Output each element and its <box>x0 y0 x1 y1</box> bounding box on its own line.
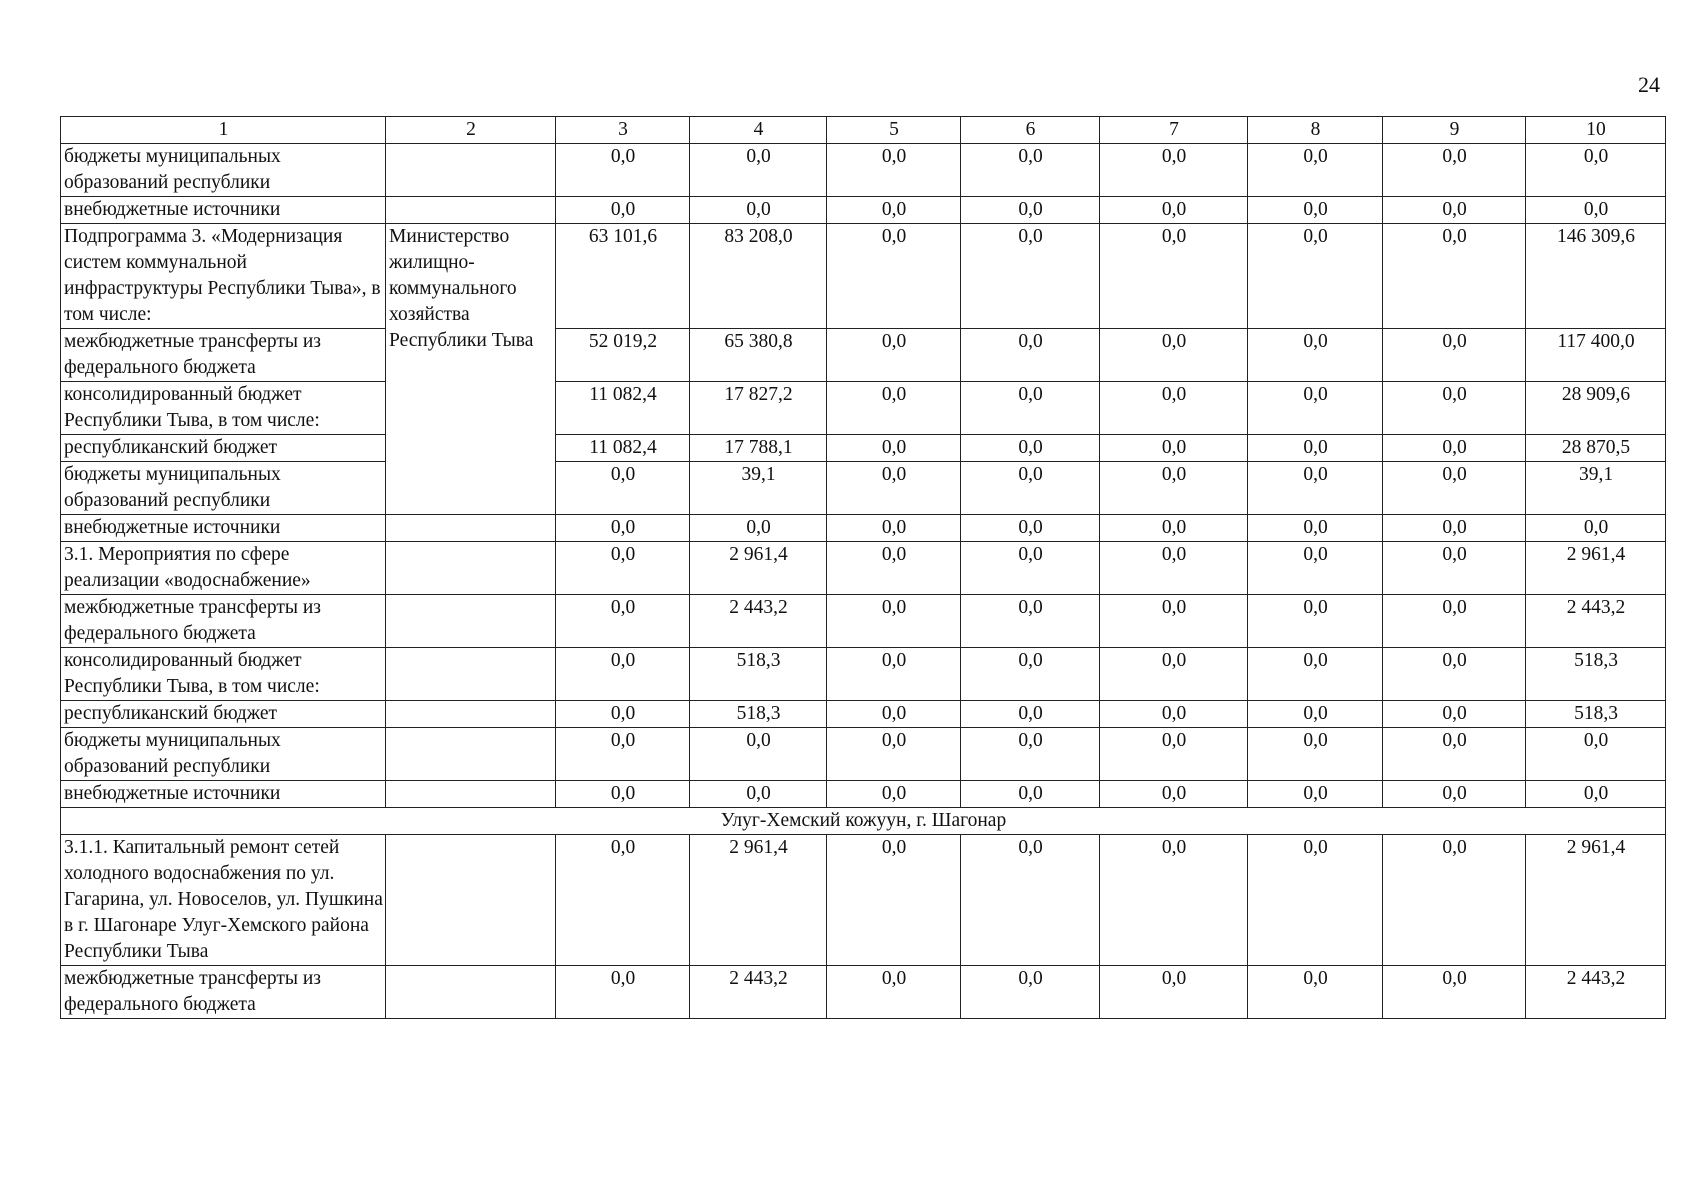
column-number-row <box>61 117 1666 144</box>
value-cell: 0,0 <box>1100 144 1248 197</box>
value-cell: 0,0 <box>827 329 961 382</box>
table-row <box>61 462 1666 515</box>
value-cell: 0,0 <box>1100 595 1248 648</box>
value-cell: 0,0 <box>1383 966 1526 1019</box>
value-cell: 0,0 <box>1248 835 1383 966</box>
row-label: консолидированный бюджет Республики Тыва, в том числе: <box>61 648 386 701</box>
value-cell: 0,0 <box>1383 542 1526 595</box>
responsible-cell <box>386 728 556 781</box>
value-cell: 0,0 <box>961 648 1100 701</box>
value-cell: 0,0 <box>690 781 827 808</box>
value-cell: 0,0 <box>1100 542 1248 595</box>
value-cell: 0,0 <box>690 197 827 224</box>
value-cell: 0,0 <box>556 144 690 197</box>
row-label: внебюджетные источники <box>61 781 386 808</box>
value-cell: 0,0 <box>961 701 1100 728</box>
value-cell: 11 082,4 <box>556 435 690 462</box>
value-cell: 0,0 <box>1248 462 1383 515</box>
table-row <box>61 542 1666 595</box>
value-cell: 0,0 <box>1383 435 1526 462</box>
table-row <box>61 197 1666 224</box>
value-cell: 0,0 <box>556 728 690 781</box>
value-cell: 0,0 <box>1248 224 1383 329</box>
value-cell: 0,0 <box>827 515 961 542</box>
table-row <box>61 224 1666 329</box>
value-cell: 0,0 <box>690 728 827 781</box>
responsible-cell <box>386 197 556 224</box>
column-number: 9 <box>1383 117 1526 144</box>
table-row <box>61 835 1666 966</box>
value-cell: 518,3 <box>1526 648 1666 701</box>
table-row <box>61 781 1666 808</box>
value-cell: 0,0 <box>1383 835 1526 966</box>
table-row <box>61 382 1666 435</box>
table-row <box>61 728 1666 781</box>
column-number: 5 <box>827 117 961 144</box>
value-cell: 0,0 <box>1248 515 1383 542</box>
page-number: 24 <box>1638 72 1660 97</box>
value-cell: 0,0 <box>556 515 690 542</box>
value-cell: 2 961,4 <box>1526 835 1666 966</box>
row-label: внебюджетные источники <box>61 197 386 224</box>
value-cell: 0,0 <box>556 835 690 966</box>
section-row <box>61 808 1666 835</box>
value-cell: 39,1 <box>1526 462 1666 515</box>
value-cell: 0,0 <box>1100 648 1248 701</box>
value-cell: 0,0 <box>1100 435 1248 462</box>
value-cell: 0,0 <box>1526 515 1666 542</box>
value-cell: 0,0 <box>961 435 1100 462</box>
row-label: межбюджетные трансферты из федерального бюджета <box>61 966 386 1019</box>
value-cell: 0,0 <box>1383 515 1526 542</box>
value-cell: 0,0 <box>827 382 961 435</box>
value-cell: 2 961,4 <box>690 542 827 595</box>
value-cell: 11 082,4 <box>556 382 690 435</box>
value-cell: 2 443,2 <box>690 966 827 1019</box>
section-title: Улуг-Хемский кожуун, г. Шагонар <box>61 808 1666 835</box>
value-cell: 0,0 <box>1526 728 1666 781</box>
row-label: межбюджетные трансферты из федерального бюджета <box>61 595 386 648</box>
value-cell: 0,0 <box>961 144 1100 197</box>
value-cell: 17 788,1 <box>690 435 827 462</box>
column-number: 10 <box>1526 117 1666 144</box>
row-label: 3.1.1. Капитальный ремонт сетей холодного водоснабжения по ул. Гагарина, ул. Новоселов, ул. Пушкина в г. Шагонаре Улуг-Хемского района Республики Тыва <box>61 835 386 966</box>
value-cell: 0,0 <box>1100 224 1248 329</box>
value-cell: 0,0 <box>1248 595 1383 648</box>
value-cell: 2 443,2 <box>690 595 827 648</box>
value-cell: 65 380,8 <box>690 329 827 382</box>
value-cell: 0,0 <box>1248 382 1383 435</box>
value-cell: 52 019,2 <box>556 329 690 382</box>
value-cell: 518,3 <box>690 701 827 728</box>
value-cell: 0,0 <box>1100 966 1248 1019</box>
value-cell: 2 961,4 <box>690 835 827 966</box>
value-cell: 0,0 <box>961 728 1100 781</box>
row-label: 3.1. Мероприятия по сфере реализации «водоснабжение» <box>61 542 386 595</box>
value-cell: 0,0 <box>1100 515 1248 542</box>
value-cell: 63 101,6 <box>556 224 690 329</box>
value-cell: 0,0 <box>961 224 1100 329</box>
row-label: бюджеты муниципальных образований республики <box>61 728 386 781</box>
value-cell: 0,0 <box>1100 462 1248 515</box>
value-cell: 0,0 <box>1248 701 1383 728</box>
value-cell: 0,0 <box>1383 728 1526 781</box>
value-cell: 0,0 <box>1248 966 1383 1019</box>
table-row <box>61 701 1666 728</box>
value-cell: 0,0 <box>1526 144 1666 197</box>
value-cell: 0,0 <box>1526 197 1666 224</box>
value-cell: 0,0 <box>1248 542 1383 595</box>
value-cell: 0,0 <box>1100 728 1248 781</box>
value-cell: 0,0 <box>961 329 1100 382</box>
row-label: межбюджетные трансферты из федерального бюджета <box>61 329 386 382</box>
value-cell: 17 827,2 <box>690 382 827 435</box>
value-cell: 0,0 <box>961 835 1100 966</box>
value-cell: 0,0 <box>827 197 961 224</box>
value-cell: 0,0 <box>690 515 827 542</box>
value-cell: 146 309,6 <box>1526 224 1666 329</box>
value-cell: 0,0 <box>827 224 961 329</box>
row-label: бюджеты муниципальных образований республики <box>61 144 386 197</box>
value-cell: 28 909,6 <box>1526 382 1666 435</box>
value-cell: 0,0 <box>1248 197 1383 224</box>
responsible-cell <box>386 515 556 542</box>
value-cell: 0,0 <box>1383 382 1526 435</box>
column-number: 3 <box>556 117 690 144</box>
row-label: консолидированный бюджет Республики Тыва, в том числе: <box>61 382 386 435</box>
table-row <box>61 515 1666 542</box>
value-cell: 0,0 <box>961 542 1100 595</box>
value-cell: 0,0 <box>1383 197 1526 224</box>
value-cell: 0,0 <box>961 595 1100 648</box>
value-cell: 0,0 <box>827 701 961 728</box>
value-cell: 0,0 <box>1100 329 1248 382</box>
value-cell: 0,0 <box>556 462 690 515</box>
value-cell: 28 870,5 <box>1526 435 1666 462</box>
table-row <box>61 595 1666 648</box>
row-label: республиканский бюджет <box>61 435 386 462</box>
value-cell: 2 961,4 <box>1526 542 1666 595</box>
value-cell: 0,0 <box>1526 781 1666 808</box>
value-cell: 0,0 <box>1383 224 1526 329</box>
value-cell: 0,0 <box>1383 781 1526 808</box>
row-label: внебюджетные источники <box>61 515 386 542</box>
value-cell: 0,0 <box>1383 595 1526 648</box>
value-cell: 0,0 <box>827 144 961 197</box>
column-number: 4 <box>690 117 827 144</box>
value-cell: 0,0 <box>1383 701 1526 728</box>
value-cell: 0,0 <box>961 781 1100 808</box>
value-cell: 0,0 <box>556 701 690 728</box>
responsible-cell <box>386 966 556 1019</box>
value-cell: 0,0 <box>827 648 961 701</box>
value-cell: 0,0 <box>1100 835 1248 966</box>
value-cell: 0,0 <box>1100 781 1248 808</box>
value-cell: 518,3 <box>690 648 827 701</box>
row-label: республиканский бюджет <box>61 701 386 728</box>
value-cell: 2 443,2 <box>1526 595 1666 648</box>
responsible-cell <box>386 701 556 728</box>
responsible-cell <box>386 781 556 808</box>
value-cell: 0,0 <box>827 966 961 1019</box>
value-cell: 0,0 <box>1248 781 1383 808</box>
value-cell: 0,0 <box>1100 701 1248 728</box>
value-cell: 0,0 <box>961 462 1100 515</box>
table-row <box>61 329 1666 382</box>
budget-table <box>60 116 1666 1019</box>
responsible-cell <box>386 648 556 701</box>
value-cell: 0,0 <box>961 515 1100 542</box>
value-cell: 0,0 <box>1100 197 1248 224</box>
value-cell: 0,0 <box>556 781 690 808</box>
value-cell: 117 400,0 <box>1526 329 1666 382</box>
value-cell: 0,0 <box>827 462 961 515</box>
value-cell: 0,0 <box>1383 462 1526 515</box>
table-row <box>61 144 1666 197</box>
value-cell: 0,0 <box>1100 382 1248 435</box>
value-cell: 0,0 <box>827 435 961 462</box>
value-cell: 0,0 <box>690 144 827 197</box>
value-cell: 0,0 <box>827 542 961 595</box>
value-cell: 0,0 <box>961 382 1100 435</box>
value-cell: 0,0 <box>1383 144 1526 197</box>
responsible-cell <box>386 595 556 648</box>
value-cell: 0,0 <box>1248 144 1383 197</box>
table-row <box>61 648 1666 701</box>
table-row <box>61 966 1666 1019</box>
value-cell: 0,0 <box>961 966 1100 1019</box>
column-number: 8 <box>1248 117 1383 144</box>
value-cell: 2 443,2 <box>1526 966 1666 1019</box>
value-cell: 0,0 <box>556 648 690 701</box>
value-cell: 0,0 <box>556 542 690 595</box>
column-number: 6 <box>961 117 1100 144</box>
value-cell: 0,0 <box>556 966 690 1019</box>
value-cell: 0,0 <box>827 728 961 781</box>
value-cell: 0,0 <box>1383 329 1526 382</box>
responsible-cell <box>386 144 556 197</box>
value-cell: 39,1 <box>690 462 827 515</box>
row-label: бюджеты муниципальных образований республики <box>61 462 386 515</box>
column-number: 1 <box>61 117 386 144</box>
value-cell: 0,0 <box>1248 728 1383 781</box>
column-number: 2 <box>386 117 556 144</box>
value-cell: 83 208,0 <box>690 224 827 329</box>
value-cell: 0,0 <box>1248 329 1383 382</box>
responsible-cell <box>386 542 556 595</box>
value-cell: 0,0 <box>1248 435 1383 462</box>
column-number: 7 <box>1100 117 1248 144</box>
value-cell: 0,0 <box>827 595 961 648</box>
value-cell: 0,0 <box>556 197 690 224</box>
responsible-cell <box>386 835 556 966</box>
value-cell: 0,0 <box>827 835 961 966</box>
value-cell: 518,3 <box>1526 701 1666 728</box>
value-cell: 0,0 <box>827 781 961 808</box>
row-label: Подпрограмма 3. «Модернизация систем коммунальной инфраструктуры Республики Тыва», в том числе: <box>61 224 386 329</box>
value-cell: 0,0 <box>1248 648 1383 701</box>
value-cell: 0,0 <box>1383 648 1526 701</box>
table-row <box>61 435 1666 462</box>
responsible-executor: Министерство жилищно-коммунального хозяйства Республики Тыва <box>386 224 556 515</box>
value-cell: 0,0 <box>961 197 1100 224</box>
value-cell: 0,0 <box>556 595 690 648</box>
